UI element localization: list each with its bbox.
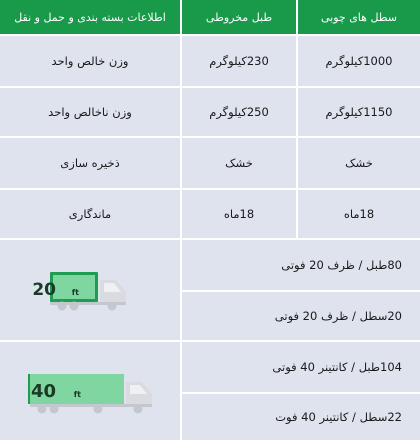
- header-wood-bucket: سطل های چوبی: [298, 0, 420, 34]
- ship-20ft-drums: 80طبل / ظرف 20 فوتی: [182, 240, 420, 290]
- truck-20ft-icon: [32, 268, 134, 312]
- truck-40ft-badge: 40: [30, 381, 56, 402]
- ship-40ft-truck-cell: [0, 342, 180, 440]
- ship-40ft-buckets: 22سطل / کانتینر 40 فوت: [182, 394, 420, 440]
- truck-20ft-badge: 20: [32, 280, 56, 300]
- truck-40ft-icon: [28, 370, 158, 416]
- net-weight-wood-bucket: 1000کیلوگرم: [298, 36, 420, 86]
- truck-40ft-unit: ft: [73, 390, 81, 399]
- storage-cone-drum: خشک: [182, 138, 296, 188]
- shelf-life-label: ماندگاری: [0, 190, 180, 238]
- storage-label: ذخیره سازی: [0, 138, 180, 188]
- net-weight-cone-drum: 230کیلوگرم: [182, 36, 296, 86]
- net-weight-label: وزن خالص واحد: [0, 36, 180, 86]
- shelf-life-cone-drum: 18ماه: [182, 190, 296, 238]
- truck-20ft-unit: ft: [71, 288, 79, 297]
- gross-weight-wood-bucket: 1150کیلوگرم: [298, 88, 420, 136]
- ship-20ft-truck-cell: [0, 240, 180, 340]
- storage-wood-bucket: خشک: [298, 138, 420, 188]
- gross-weight-label: وزن ناخالص واحد: [0, 88, 180, 136]
- header-cone-drum: طبل مخروطی: [182, 0, 296, 34]
- ship-40ft-drums: 104طبل / کانتینر 40 فوتی: [182, 342, 420, 392]
- header-packing-info: اطلاعات بسته بندی و حمل و نقل: [0, 0, 180, 34]
- gross-weight-cone-drum: 250کیلوگرم: [182, 88, 296, 136]
- ship-20ft-buckets: 20سطل / ظرف 20 فوتی: [182, 292, 420, 340]
- shelf-life-wood-bucket: 18ماه: [298, 190, 420, 238]
